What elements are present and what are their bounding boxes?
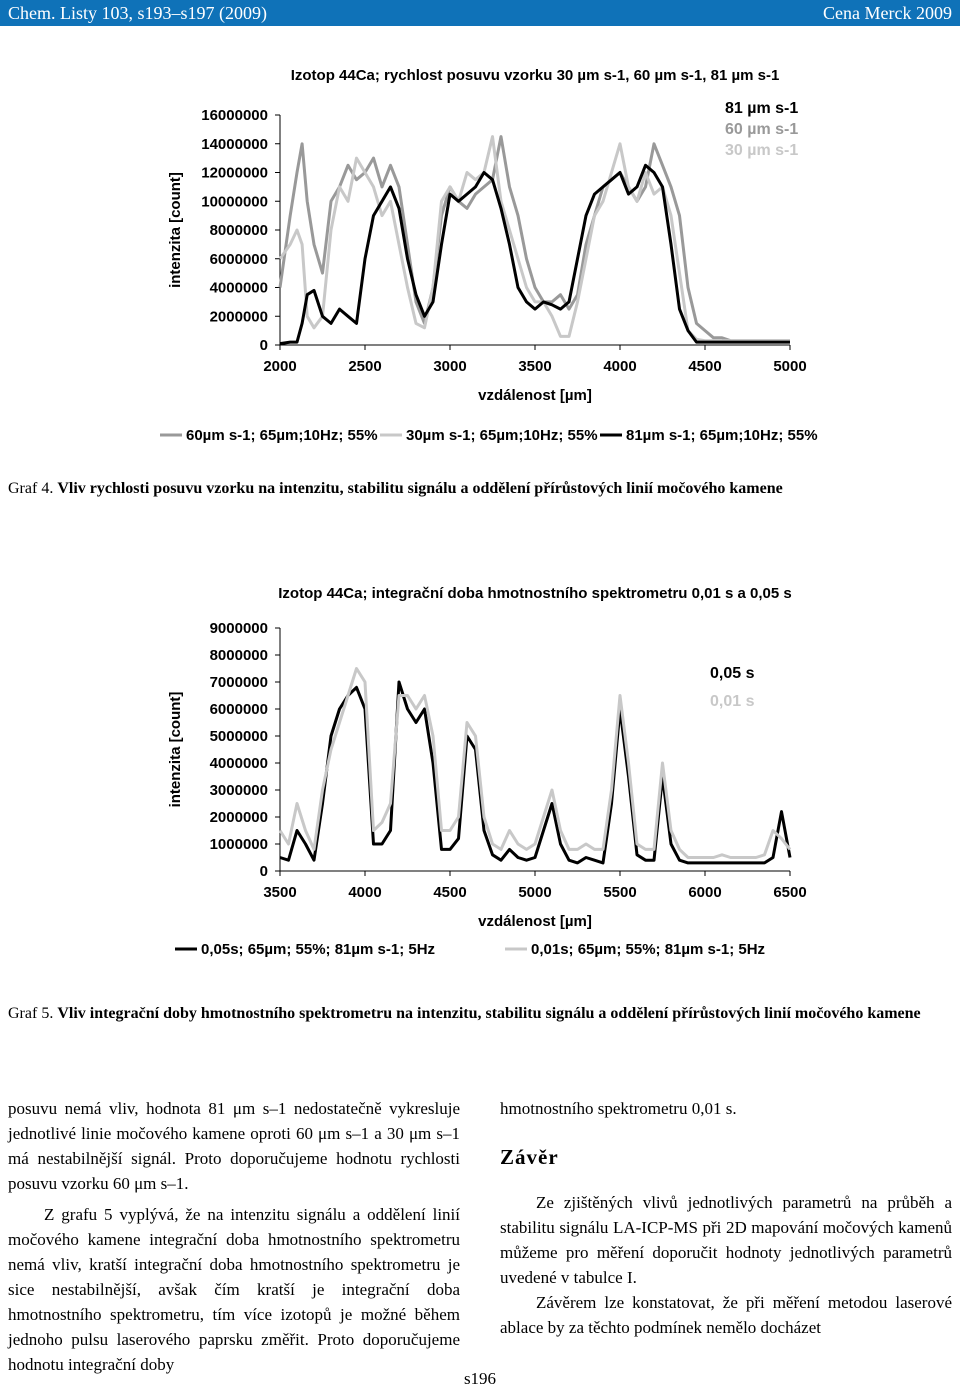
x-axis-label: vzdálenost [µm] [478,387,592,404]
y-tick-label: 2000000 [209,809,268,826]
legend-entry: 81µm s-1; 65µm;10Hz; 55% [626,427,818,444]
right-paragraph-1: hmotnostního spektrometru 0,01 s. [500,1099,737,1118]
y-tick-label: 7000000 [209,674,268,691]
x-tick-label: 2000 [263,358,297,375]
x-tick-label: 4500 [688,358,722,375]
x-tick-label: 3000 [433,358,467,375]
right-paragraph-3: Závěrem lze konstatovat, že při měření metodou laserové ablace by za těchto podmínek nemělo docházet [500,1293,952,1337]
figure-4-caption [8,479,953,499]
y-tick-label: 8000000 [209,647,268,664]
journal-header-bar [0,0,960,26]
y-tick-label: 0 [259,337,268,354]
figure-5-caption-label: Graf 5. [8,1005,54,1022]
y-tick-label: 4000000 [209,279,268,297]
left-paragraph-2: Z grafu 5 vyplývá, že na intenzitu signálu a oddělení linií močového kamene integrační doba hmotnostního spektrometru nemá vliv, kratší integrační doba hmotnostního spektrometru je sice nestabilnější, avšak čím kratší je integrační doba hmotnostního spektrometru, tím více izotopů je možné během jednoho pulsu laserového paprsku změřit. Proto doporučujeme hodnotu integrační doby [8,1205,460,1374]
legend-entry: 0,01s; 65µm; 55%; 81µm s-1; 5Hz [531,941,766,958]
y-tick-label: 1000000 [209,836,268,853]
x-tick-label: 5500 [603,884,637,901]
legend-entry: 60µm s-1; 65µm;10Hz; 55% [186,427,378,444]
y-tick-label: 12000000 [201,164,268,182]
x-tick-label: 3500 [518,358,552,375]
y-tick-label: 2000000 [209,308,268,326]
figure-5-caption [8,1004,953,1024]
y-tick-label: 8000000 [209,222,268,239]
figure-4-caption-label: Graf 4. [8,480,54,497]
x-tick-label: 6000 [688,884,722,901]
series-annotation: 0,05 s [710,665,755,682]
figure-5-caption-text: Vliv integrační doby hmotnostního spektrometru na intenzitu, stabilitu signálu a oddělení přírůstových linií močového kamene [57,1005,921,1022]
figure-4-caption-text: Vliv rychlosti posuvu vzorku na intenzitu, stabilitu signálu a oddělení přírůstových linií močového kamene [57,480,783,497]
y-tick-label: 4000000 [209,755,268,772]
x-tick-label: 5000 [518,884,552,901]
chart-title: Izotop 44Ca; rychlost posuvu vzorku 30 µm s-1, 60 µm s-1, 81 µm s-1 [290,67,780,84]
series-line [280,165,790,343]
x-tick-label: 4500 [433,884,467,901]
y-tick-label: 10000000 [201,193,268,211]
y-tick-label: 6000000 [209,701,268,718]
left-column [8,1096,460,1377]
x-axis-label: vzdálenost [µm] [478,913,592,930]
right-paragraph-2: Ze zjištěných vlivů jednotlivých parametrů na průběh a stabilitu signálu LA-ICP-MS při 2D mapování močových kamenů můžeme pro měření doporučit hodnoty jednotlivých parametrů uvedené v tabulce I. [500,1193,952,1287]
x-tick-label: 3500 [263,884,297,901]
x-tick-label: 2500 [348,358,382,375]
y-axis-label: intenzita [count] [167,172,184,288]
y-tick-label: 5000000 [209,728,268,745]
y-tick-label: 6000000 [209,250,268,268]
legend-entry: 0,05s; 65µm; 55%; 81µm s-1; 5Hz [201,941,436,958]
figure-5-chart [150,578,830,963]
figure-4-chart [150,55,830,450]
journal-citation: Chem. Listy 103, s193–s197 (2009) [8,3,267,23]
y-tick-label: 14000000 [201,135,268,153]
series-annotation: 0,01 s [710,693,755,710]
y-axis-label: intenzita [count] [167,691,184,808]
series-annotation: 81 µm s-1 [725,100,799,117]
right-column [500,1096,952,1340]
x-tick-label: 4000 [603,358,637,375]
y-tick-label: 0 [259,863,268,880]
chart-title: Izotop 44Ca; integrační doba hmotnostního spektrometru 0,01 s a 0,05 s [278,585,792,602]
y-tick-label: 3000000 [209,782,268,799]
legend-entry: 30µm s-1; 65µm;10Hz; 55% [406,427,598,444]
conclusion-heading: Závěr [500,1145,559,1169]
x-tick-label: 4000 [348,884,382,901]
x-tick-label: 6500 [773,884,807,901]
series-annotation: 30 µm s-1 [725,142,799,159]
x-tick-label: 5000 [773,358,807,375]
left-paragraph-1: posuvu nemá vliv, hodnota 81 μm s–1 nedostatečně vykresluje jednotlivé linie močového kamene oproti 60 μm s–1 a 30 μm s–1 má nestabilnější signál. Proto doporučujeme hodnotu rychlosti posuvu vzorku 60 μm s–1. [8,1099,460,1193]
y-tick-label: 9000000 [209,620,268,637]
journal-award: Cena Merck 2009 [823,3,952,23]
series-annotation: 60 µm s-1 [725,121,799,138]
y-tick-label: 16000000 [201,107,268,124]
page-number: s196 [463,1369,497,1388]
